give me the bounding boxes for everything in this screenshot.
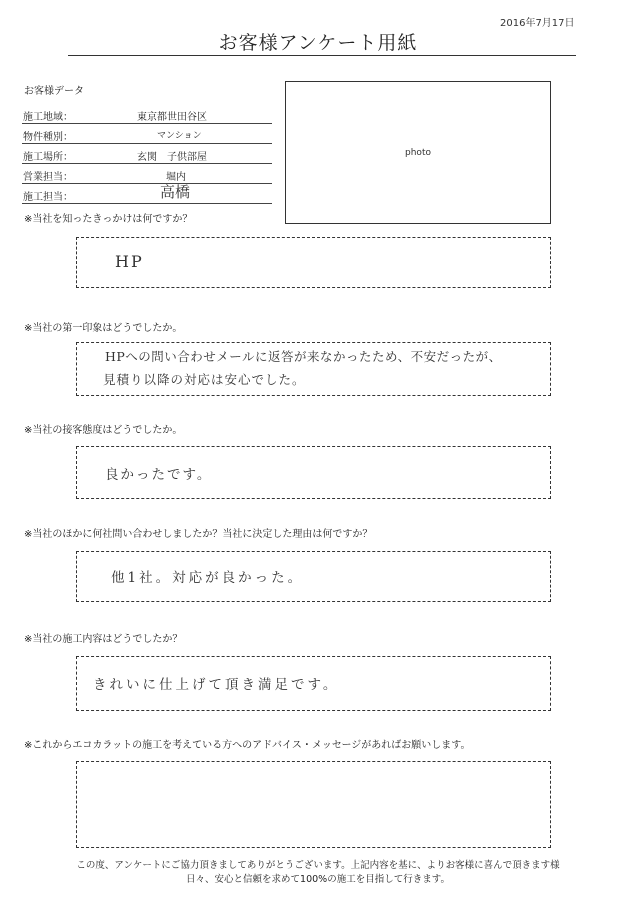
footer-line-2: 日々、安心と信頼を求めて100%の施工を目指して行きます。: [186, 874, 450, 885]
answer-box-4: [76, 551, 551, 602]
page-title: お客様アンケート用紙: [218, 32, 418, 54]
question-6: ※これからエコカラットの施工を考えている方へのアドバイス・メッセージがあればお願いします。: [24, 740, 471, 751]
question-5: ※当社の施工内容はどうでしたか？: [24, 634, 183, 645]
answer-text: きれいに仕上げて頂き満足です。: [93, 677, 340, 693]
answer-text: HPへの問い合わせメールに返答が来なかったため、不安だったが、: [105, 349, 502, 364]
answer-box-6: [76, 761, 551, 848]
answer-box-5: [76, 656, 551, 711]
info-label: 営業担当：: [23, 172, 73, 183]
question-1: ※当社を知ったきっかけは何ですか？: [24, 214, 193, 225]
info-row-construction-rep: [22, 183, 272, 204]
survey-date: 2016年7月17日: [500, 18, 575, 29]
info-row-location: [22, 143, 272, 164]
info-value: マンション: [157, 131, 202, 141]
answer-box-1: [76, 237, 551, 288]
info-value-handwritten: 高橋: [160, 183, 191, 201]
photo-label: photo: [405, 148, 431, 158]
info-label: 施工場所：: [23, 152, 73, 163]
info-row-area: [22, 103, 272, 124]
info-label: 施工地域：: [23, 112, 73, 123]
question-3: ※当社の接客態度はどうでしたか。: [24, 425, 183, 436]
answer-box-2: [76, 342, 551, 396]
customer-data-heading: お客様データ: [24, 86, 84, 97]
info-value: 玄関 子供部屋: [137, 152, 207, 163]
footer-line-1: この度、アンケートにご協力頂きましてありがとうございます。上記内容を基に、よりお客様に喜んで頂きます様: [76, 860, 560, 871]
info-value: 東京都世田谷区: [137, 112, 207, 123]
answer-text: HP: [115, 252, 144, 271]
answer-text: 見積り以降の対応は安心でした。: [103, 372, 306, 387]
info-label: 施工担当：: [23, 192, 73, 203]
title-underline: [68, 55, 576, 56]
info-value: 堀内: [166, 172, 186, 183]
answer-box-3: [76, 446, 551, 499]
photo-placeholder: [285, 81, 551, 224]
answer-text: 他1社。対応が良かった。: [111, 570, 305, 586]
answer-text: 良かったです。: [105, 467, 213, 483]
info-row-property-type: [22, 123, 272, 144]
question-2: ※当社の第一印象はどうでしたか。: [24, 323, 183, 334]
question-4: ※当社のほかに何社問い合わせしましたか？当社に決定した理由は何ですか？: [24, 529, 373, 540]
info-label: 物件種別：: [23, 132, 73, 143]
info-row-sales-rep: [22, 163, 272, 184]
